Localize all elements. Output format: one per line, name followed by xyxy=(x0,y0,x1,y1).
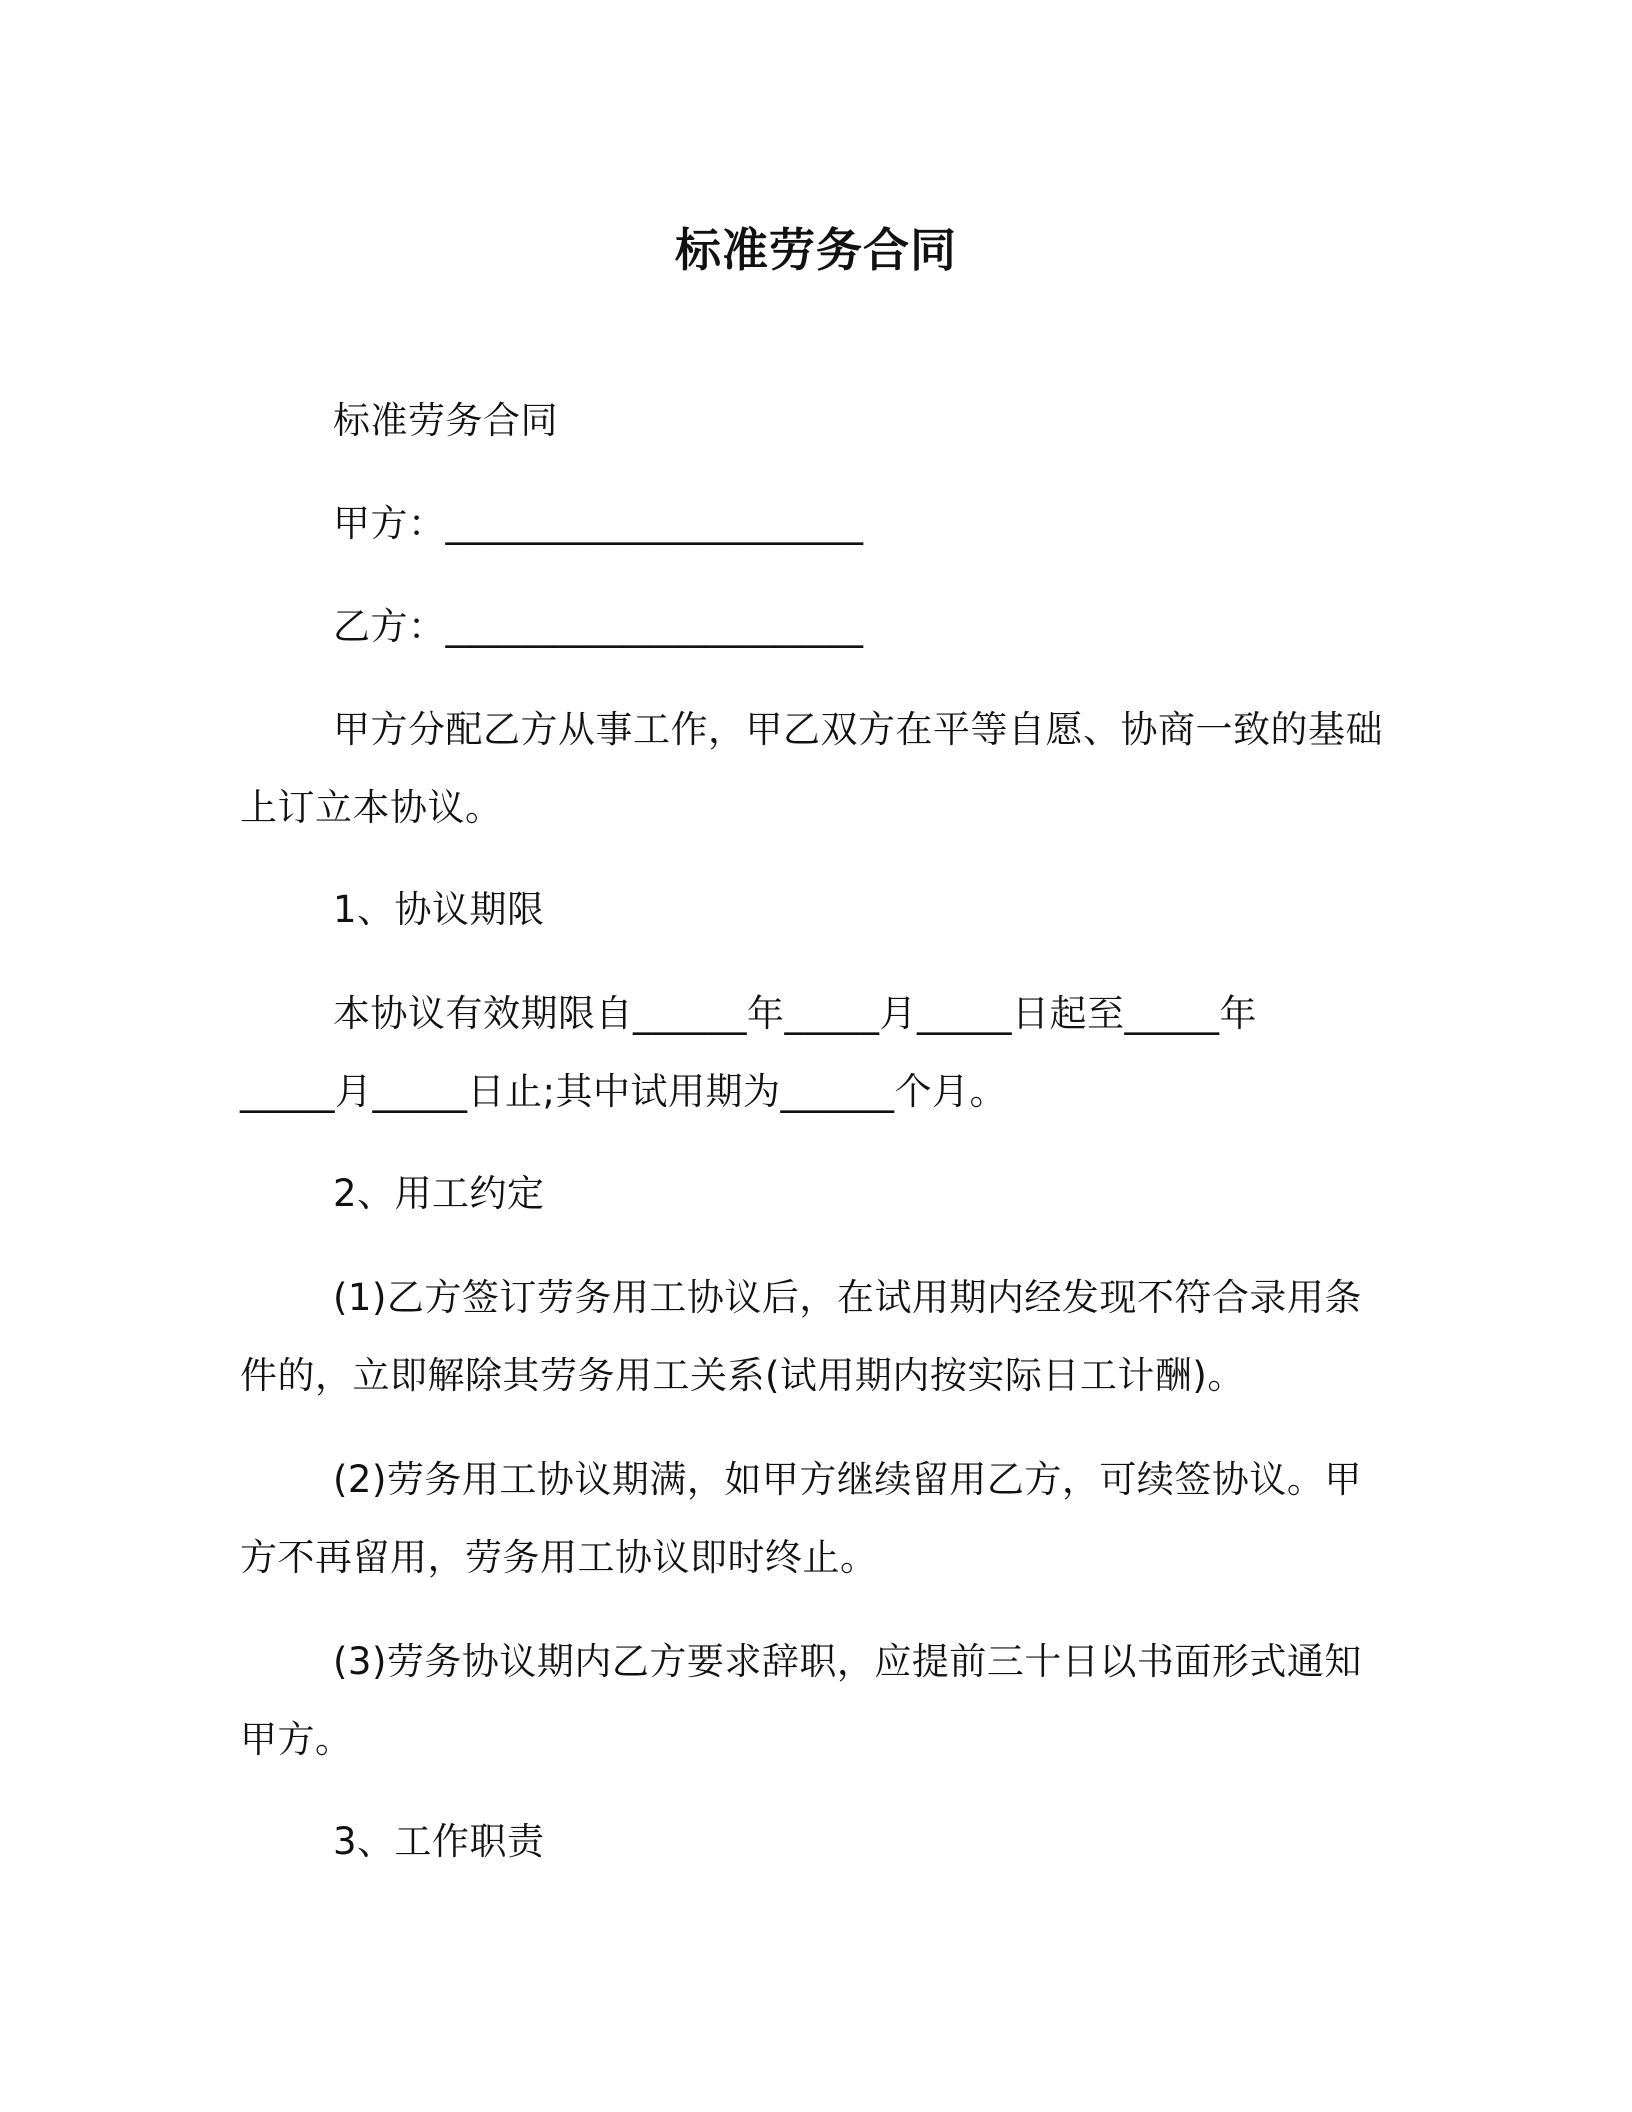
document-title: 标准劳务合同 xyxy=(675,223,957,277)
section-2-item-2-line-2: 方不再留用，劳务用工协议即时终止。 xyxy=(240,1536,878,1579)
section-1-line-1: 本协议有效期限自______年_____月_____日起至_____年 xyxy=(333,992,1257,1035)
section-2-item-1-line-1: (1)乙方签订劳务用工协议后，在试用期内经发现不符合录用条 xyxy=(333,1276,1362,1319)
section-2-item-3-line-1: (3)劳务协议期内乙方要求辞职，应提前三十日以书面形式通知 xyxy=(333,1640,1362,1683)
section-1-line-2: _____月_____日止;其中试用期为______个月。 xyxy=(240,1070,1007,1113)
document-subtitle: 标准劳务合同 xyxy=(333,399,558,442)
party-b-line: 乙方：______________________ xyxy=(333,605,864,648)
section-2-item-1-line-2: 件的，立即解除其劳务用工关系(试用期内按实际日工计酬)。 xyxy=(240,1354,1245,1397)
section-1-heading: 1、协议期限 xyxy=(333,888,545,931)
party-a-line: 甲方：______________________ xyxy=(333,502,864,545)
intro-line-2: 上订立本协议。 xyxy=(240,786,503,829)
intro-line-1: 甲方分配乙方从事工作，甲乙双方在平等自愿、协商一致的基础 xyxy=(333,708,1383,751)
section-3-heading: 3、工作职责 xyxy=(333,1820,545,1863)
section-2-heading: 2、用工约定 xyxy=(333,1172,545,1215)
section-2-item-3-line-2: 甲方。 xyxy=(240,1718,353,1761)
section-2-item-2-line-1: (2)劳务用工协议期满，如甲方继续留用乙方，可续签协议。甲 xyxy=(333,1458,1362,1501)
